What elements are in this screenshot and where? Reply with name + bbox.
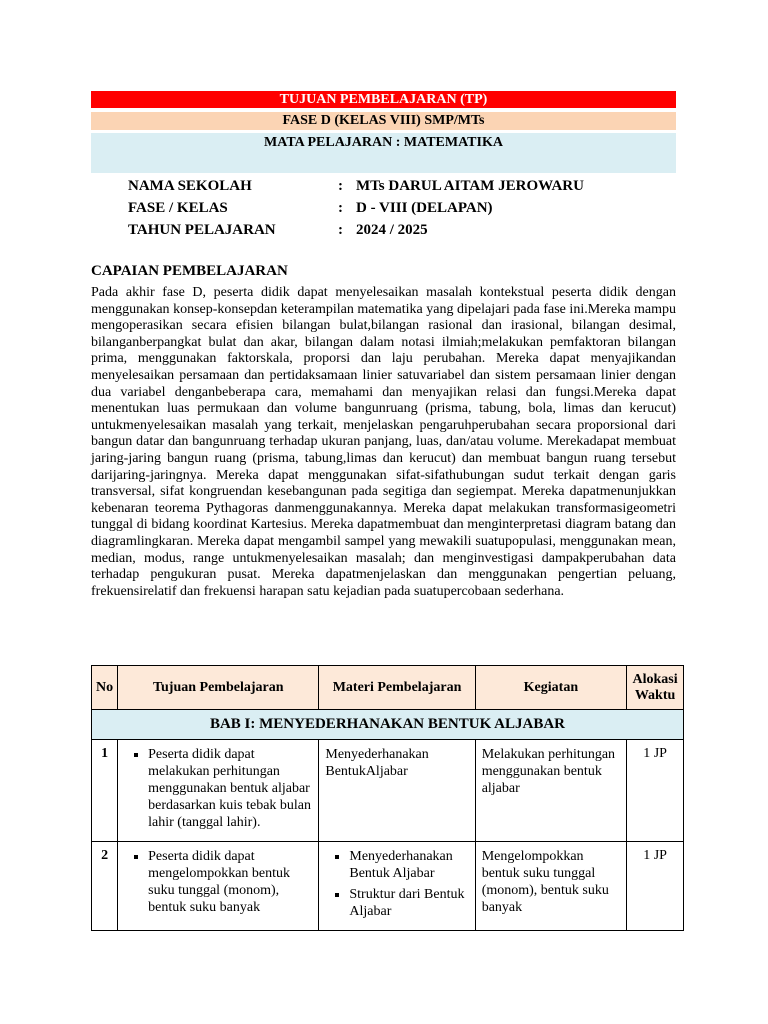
capaian-text: Pada akhir fase D, peserta didik dapat menyelesaikan masalah kontekstual peserta didik dengan menggunakan konsep-konsepdan keterampilan matematika yang dipelajari pada fase ini.Mereka mampu mengoperasikan secara efisien bilangan bulat,bilangan rasional dan irasional, bilangan desimal, bilanganberpangkat bulat dan akar, bilangan dalam notasi ilmiah;melakukan pemfaktoran bilangan prima, menggunakan faktorskala, proporsi dan laju perubahan. Mereka dapat menyajikandan menyelesaikan persamaan dan pertidaksamaan linier satuvariabel dan sistem persamaan linier dengan dua variabel denganbeberapa cara, memahami dan menyajikan relasi dan fungsi.Mereka dapat menentukan luas permukaan dan volume bangunruang (prisma, tabung, bola, limas dan kerucut) untukmenyelesaikan masalah yang terkait, menjelaskan pengaruhperubahan secara proporsional dari bangun datar dan bangunruang terhadap ukuran panjang, luas, dan/atau volume. Merekadapat membuat jaring-jaring bangun ruang (prisma, tabung,limas dan kerucut) dan membuat bangun ruang tersebut darijaring-jaringnya. Mereka dapat menggunakan sifat-sifathubungan sudut terkait dengan garis transversal, sifat kongruendan kesebangunan pada segitiga dan segiempat. Mereka dapatmenunjukkan kebenaran teorema Pythagoras danmenggunakannya. Mereka dapat melakukan transformasigeometri tunggal di bidang koordinat Kartesius. Mereka dapatmembuat dan menginterpretasi diagram batang dan diagramlingkaran. Mereka dapat mengambil sampel yang mewakili suatupopulasi, menggunakan mean, median, modus, range untukmenyelesaikan masalah; dan menginvestigasi dampakperubahan data terhadap pengukuran pusat. Mereka dapatmenjelaskan dan menggunakan pengertian peluang, frekuensirelatif dan frekuensi harapan satu kejadian pada suatupercobaan sederhana. — [91, 285, 676, 599]
tp-table — [91, 665, 684, 931]
mapel-band: MATA PELAJARAN : MATEMATIKA — [91, 133, 676, 173]
table-row — [92, 740, 684, 842]
info-label: NAMA SEKOLAH — [128, 178, 252, 194]
row-no: 2 — [92, 842, 118, 931]
title-band: TUJUAN PEMBELAJARAN (TP) — [91, 91, 676, 108]
info-separator: : — [338, 200, 343, 216]
table-row — [92, 842, 684, 931]
row-materi: Menyederhanakan BentukAljabar — [319, 740, 475, 842]
row-alokasi: 1 JP — [627, 842, 684, 931]
header-alokasi: Alokasi Waktu — [627, 666, 684, 710]
info-row-fase — [128, 197, 584, 219]
info-separator: : — [338, 178, 343, 194]
tujuan-bullet: ▪ Peserta didik dapat mengelompokkan bentuk suku tunggal (monom), bentuk suku banyak — [148, 848, 312, 916]
info-row-tahun — [128, 219, 584, 241]
info-row-school — [128, 175, 584, 197]
header-no: No — [92, 666, 118, 710]
row-tujuan — [118, 842, 319, 931]
row-alokasi: 1 JP — [627, 740, 684, 842]
bab-row — [92, 710, 684, 740]
row-kegiatan: Melakukan perhitungan menggunakan bentuk aljabar — [475, 740, 626, 842]
row-no: 1 — [92, 740, 118, 842]
capaian-title: CAPAIAN PEMBELAJARAN — [91, 263, 288, 279]
header-materi: Materi Pembelajaran — [319, 666, 475, 710]
header-kegiatan: Kegiatan — [475, 666, 626, 710]
info-label: FASE / KELAS — [128, 200, 228, 216]
materi-bullet: ▪ Struktur dari Bentuk Aljabar — [349, 886, 468, 920]
header-tujuan: Tujuan Pembelajaran — [118, 666, 319, 710]
row-kegiatan: Mengelompokkan bentuk suku tunggal (monom), bentuk suku banyak — [475, 842, 626, 931]
tujuan-bullet: ▪ Peserta didik dapat melakukan perhitungan menggunakan bentuk aljabar berdasarkan kuis tebak bulan lahir (tanggal lahir). — [148, 746, 312, 831]
info-value: D - VIII (DELAPAN) — [356, 200, 493, 216]
table-header-row — [92, 666, 684, 710]
info-value: 2024 / 2025 — [356, 222, 428, 238]
row-tujuan — [118, 740, 319, 842]
materi-bullet: ▪ Menyederhanakan Bentuk Aljabar — [349, 848, 468, 882]
school-info — [128, 175, 584, 241]
info-separator: : — [338, 222, 343, 238]
info-value: MTs DARUL AITAM JEROWARU — [356, 178, 584, 194]
bab-title: BAB I: MENYEDERHANAKAN BENTUK ALJABAR — [92, 710, 684, 740]
row-materi — [319, 842, 475, 931]
fase-band: FASE D (KELAS VIII) SMP/MTs — [91, 112, 676, 130]
info-label: TAHUN PELAJARAN — [128, 222, 276, 238]
